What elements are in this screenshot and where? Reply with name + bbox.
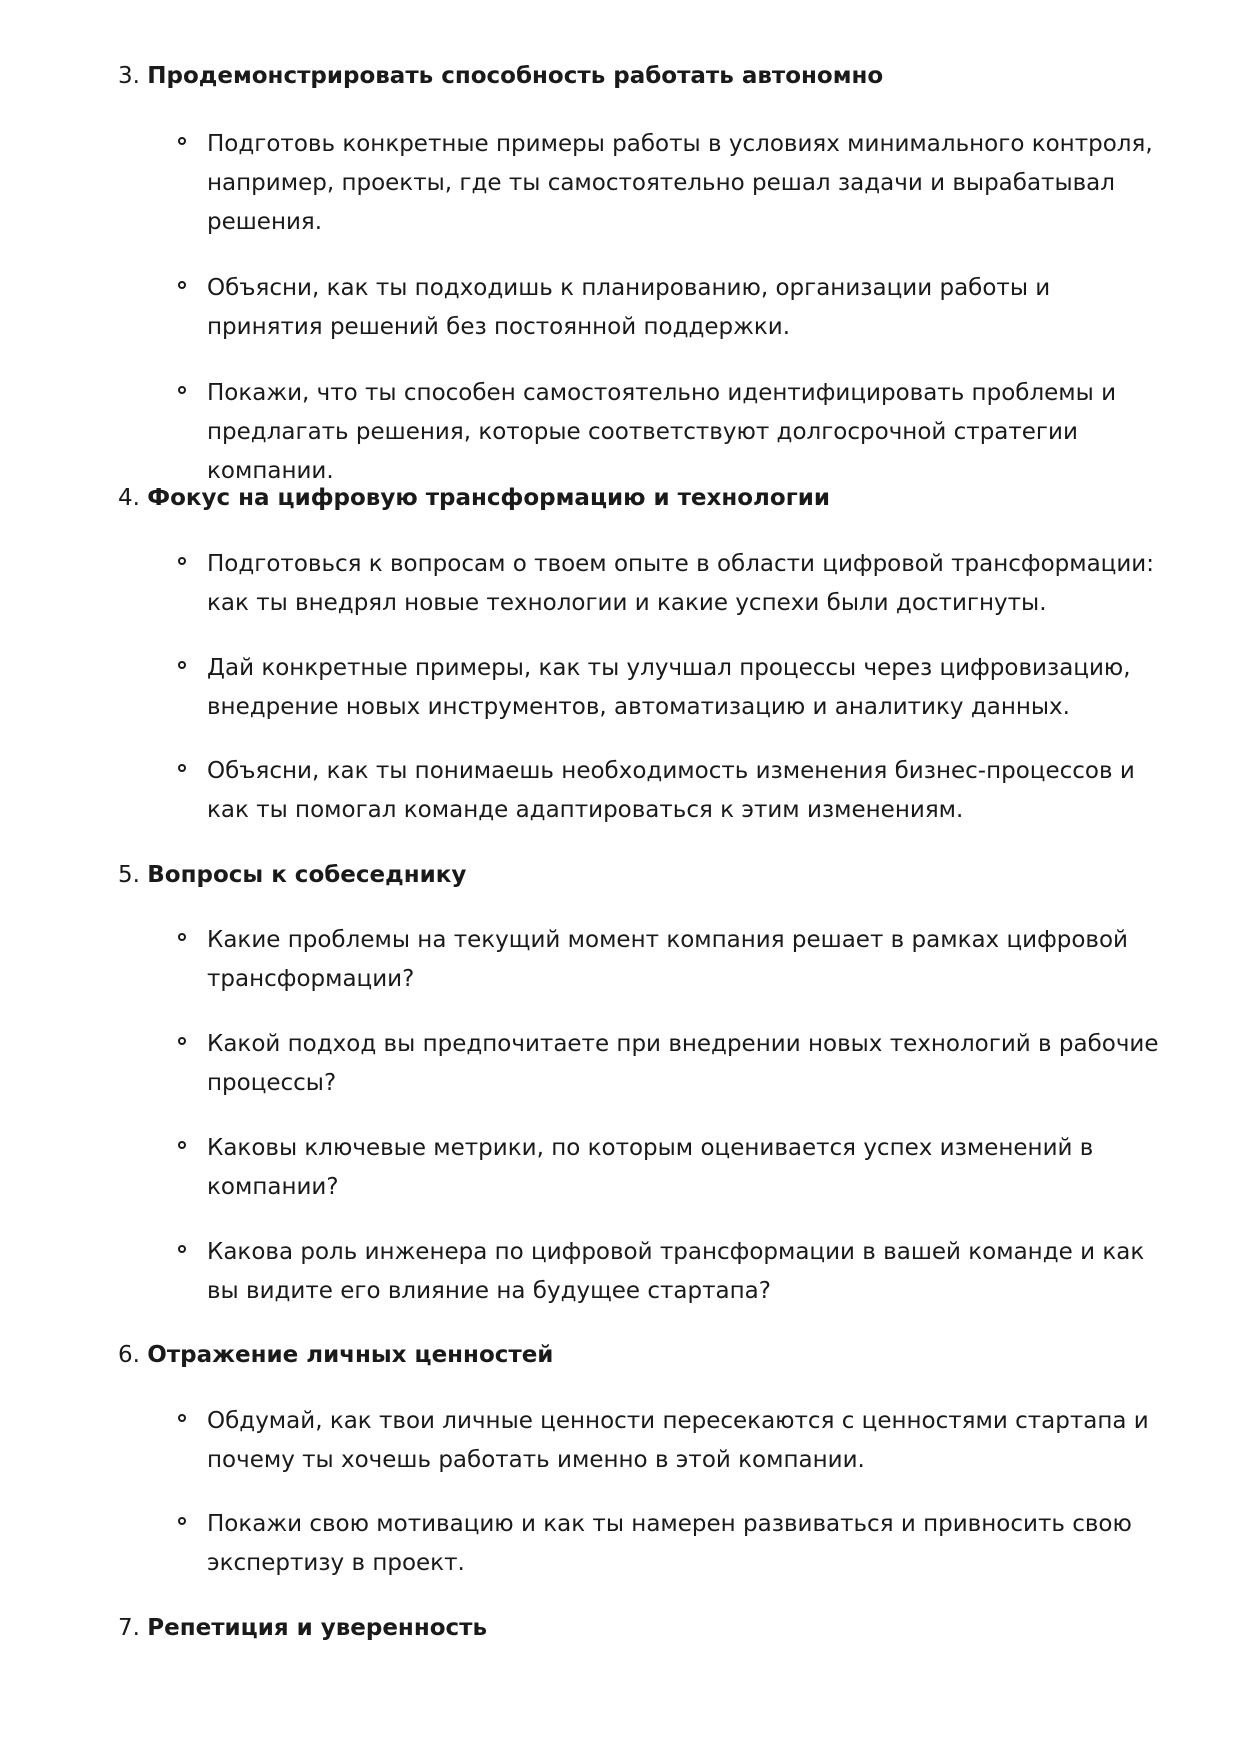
section-number: 7. [118, 1615, 140, 1641]
hollow-bullet-icon [178, 1141, 186, 1149]
section-heading [118, 859, 466, 891]
list-item-text: Покажи, что ты способен самостоятельно идентифицировать проблемы и предлагать решения, которые соответствуют долгосрочной стратегии компании. [207, 380, 1117, 484]
section-title: Отражение личных ценностей [147, 1342, 554, 1368]
hollow-bullet-icon [178, 1037, 186, 1045]
list-item-text: Обдумай, как твои личные ценности пересекаются с ценностями стартапа и почему ты хочешь работать именно в этой компании. [207, 1408, 1149, 1473]
hollow-bullet-icon [178, 661, 186, 669]
hollow-bullet-icon [178, 933, 186, 941]
section-title: Репетиция и уверенность [147, 1615, 488, 1641]
list-item-text: Какой подход вы предпочитаете при внедрении новых технологий в рабочие процессы? [207, 1031, 1159, 1096]
list-item-text: Объясни, как ты подходишь к планированию, организации работы и принятия решений без постоянной поддержки. [207, 275, 1051, 340]
section-heading [118, 1339, 553, 1371]
section-number: 6. [118, 1342, 140, 1368]
section-title: Вопросы к собеседнику [147, 862, 467, 888]
section-number: 5. [118, 862, 140, 888]
hollow-bullet-icon [178, 1245, 186, 1253]
section-title: Продемонстрировать способность работать автономно [147, 63, 884, 89]
hollow-bullet-icon [178, 1414, 186, 1422]
section-heading [118, 1612, 487, 1644]
list-item-text: Какова роль инженера по цифровой трансформации в вашей команде и как вы видите его влияние на будущее стартапа? [207, 1239, 1145, 1304]
list-item-text: Объясни, как ты понимаешь необходимость изменения бизнес-процессов и как ты помогал команде адаптироваться к этим изменениям. [207, 758, 1135, 823]
hollow-bullet-icon [178, 281, 186, 289]
section-heading [118, 482, 830, 514]
list-item-text: Каковы ключевые метрики, по которым оценивается успех изменений в компании? [207, 1135, 1094, 1200]
list-item-text: Подготовься к вопросам о твоем опыте в области цифровой трансформации: как ты внедрял новые технологии и какие успехи были достигнуты. [207, 551, 1154, 616]
section-number: 4. [118, 485, 140, 511]
section-number: 3. [118, 63, 140, 89]
hollow-bullet-icon [178, 137, 186, 145]
list-item-text: Подготовь конкретные примеры работы в условиях минимального контроля, например, проекты, где ты самостоятельно решал задачи и вырабатывал решения. [207, 131, 1153, 235]
section-title: Фокус на цифровую трансформацию и технологии [147, 485, 830, 511]
list-item-text: Дай конкретные примеры, как ты улучшал процессы через цифровизацию, внедрение новых инструментов, автоматизацию и аналитику данных. [207, 655, 1131, 720]
hollow-bullet-icon [178, 1517, 186, 1525]
list-item-text: Какие проблемы на текущий момент компания решает в рамках цифровой трансформации? [207, 927, 1128, 992]
list-item-text: Покажи свою мотивацию и как ты намерен развиваться и привносить свою экспертизу в проект. [207, 1511, 1132, 1576]
hollow-bullet-icon [178, 386, 186, 394]
section-heading [118, 60, 883, 92]
hollow-bullet-icon [178, 764, 186, 772]
hollow-bullet-icon [178, 557, 186, 565]
